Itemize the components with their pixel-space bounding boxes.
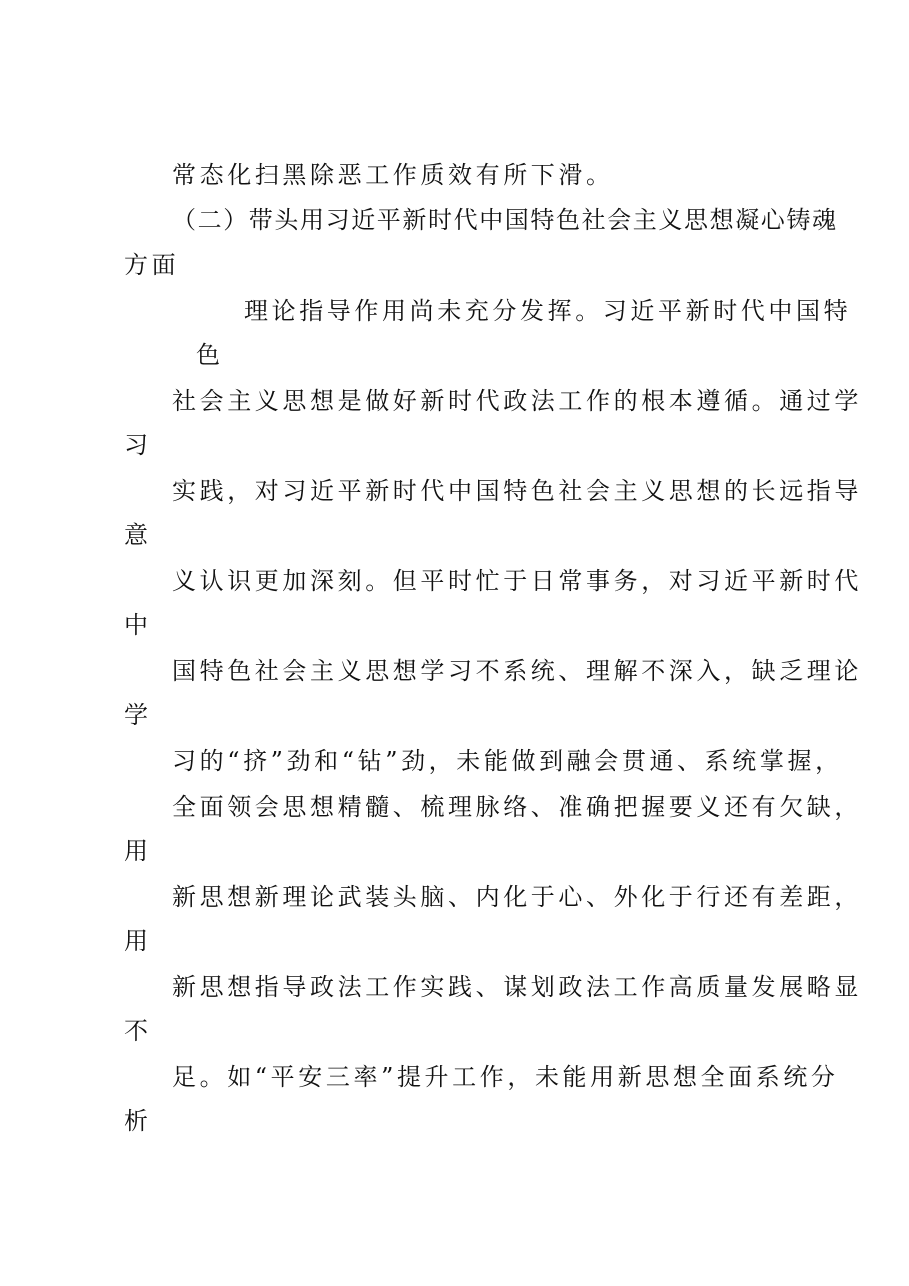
text-line: 社会主义思想是做好新时代政法工作的根本遵循。通过学 [172,387,862,415]
text-line: 国特色社会主义思想学习不系统、理解不深入，缺乏理论 [172,657,862,685]
text-line: 不 [124,1017,152,1045]
text-line: 足。如“平安三率”提升工作，未能用新思想全面系统分 [172,1063,839,1091]
text-line: 理论指导作用尚未充分发挥。习近平新时代中国特 [244,297,852,325]
text-line: 习的“挤”劲和“钻”劲，未能做到融会贯通、系统掌握， [172,747,843,775]
text-line: 学 [124,701,152,729]
text-line: 实践，对习近平新时代中国特色社会主义思想的长远指导 [172,477,862,505]
text-line: 新思想指导政法工作实践、谋划政法工作高质量发展略显 [172,973,862,1001]
text-line: 义认识更加深刻。但平时忙于日常事务，对习近平新时代 [172,567,862,595]
text-line: 意 [124,521,152,549]
text-line: 用 [124,837,152,865]
text-line: 新思想新理论武装头脑、内化于心、外化于行还有差距， [172,883,862,911]
text-line: 中 [124,611,152,639]
text-line: 用 [124,927,152,955]
text-line: 全面领会思想精髓、梳理脉络、准确把握要义还有欠缺， [172,793,862,821]
section-heading: （二）带头用习近平新时代中国特色社会主义思想凝心铸魂 [172,206,838,234]
text-line: 常态化扫黑除恶工作质效有所下滑。 [172,161,614,189]
text-line: 析 [124,1107,152,1135]
text-line: 方面 [124,251,180,279]
text-line: 习 [124,431,152,459]
text-line: 色 [196,341,224,369]
